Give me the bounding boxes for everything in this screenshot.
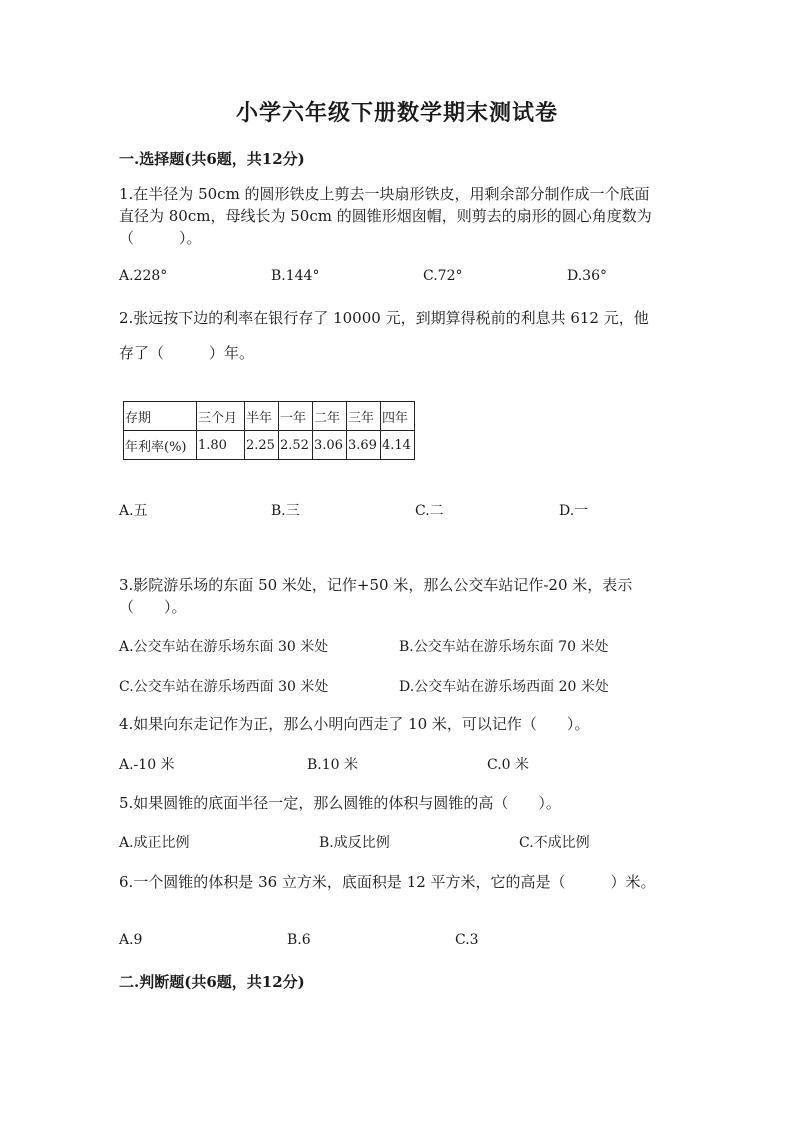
question-1-line-2: 直径为 80cm，母线长为 50cm 的圆锥形烟囱帽，则剪去的扇形的圆心角度数为 — [119, 207, 652, 225]
table-cell: 3.06 — [313, 431, 347, 460]
table-cell: 1.80 — [197, 431, 245, 460]
question-6: 6.一个圆锥的体积是 36 立方米，底面积是 12 平方米，它的高是（ ）米。 — [119, 873, 656, 891]
question-3-option-c: C.公交车站在游乐场西面 30 米处 — [119, 679, 329, 695]
table-row — [124, 431, 415, 460]
question-2-option-a: A.五 — [119, 503, 148, 519]
question-6-option-a: A.9 — [119, 932, 143, 948]
table-cell: 年利率(%) — [124, 431, 197, 460]
question-3-option-d: D.公交车站在游乐场西面 20 米处 — [399, 679, 609, 695]
table-cell: 存期 — [124, 402, 197, 431]
table-header-row — [124, 402, 415, 431]
question-3-line-2: （ ）。 — [119, 598, 187, 616]
question-1-option-b: B.144° — [271, 268, 320, 284]
table-cell: 三个月 — [197, 402, 245, 431]
question-1 — [119, 183, 679, 249]
table-cell: 3.69 — [347, 431, 381, 460]
question-2-option-c: C.二 — [415, 503, 444, 519]
question-5: 5.如果圆锥的底面半径一定，那么圆锥的体积与圆锥的高（ ）。 — [119, 794, 561, 812]
question-1-line-3: （ ）。 — [119, 229, 202, 247]
table-cell: 四年 — [381, 402, 415, 431]
table-cell: 三年 — [347, 402, 381, 431]
table-cell: 半年 — [245, 402, 279, 431]
section-heading-choice: 一.选择题(共6题，共12分) — [119, 150, 305, 168]
question-5-option-a: A.成正比例 — [119, 835, 190, 851]
question-2-option-b: B.三 — [271, 503, 300, 519]
question-4: 4.如果向东走记作为正，那么小明向西走了 10 米，可以记作（ ）。 — [119, 715, 590, 733]
question-1-option-a: A.228° — [119, 268, 168, 284]
question-3-option-a: A.公交车站在游乐场东面 30 米处 — [119, 639, 329, 655]
question-5-option-b: B.成反比例 — [319, 835, 390, 851]
question-6-option-c: C.3 — [455, 932, 479, 948]
table-cell: 2.52 — [279, 431, 313, 460]
question-4-option-b: B.10 米 — [307, 757, 359, 773]
interest-rate-table — [123, 401, 415, 460]
question-3 — [119, 574, 679, 618]
question-1-line-1: 1.在半径为 50cm 的圆形铁皮上剪去一块扇形铁皮，用剩余部分制作成一个底面 — [119, 185, 650, 203]
question-2-line-2: 存了（ ）年。 — [119, 344, 255, 362]
question-4-option-a: A.-10 米 — [119, 757, 175, 773]
question-1-option-d: D.36° — [567, 268, 607, 284]
table-cell: 一年 — [279, 402, 313, 431]
section-heading-judgment: 二.判断题(共6题，共12分) — [119, 973, 305, 991]
question-2-option-d: D.一 — [559, 503, 589, 519]
question-3-line-1: 3.影院游乐场的东面 50 米处，记作+50 米，那么公交车站记作-20 米，表示 — [119, 576, 633, 594]
question-2-line-1: 2.张远按下边的利率在银行存了 10000 元，到期算得税前的利息共 612 元，他 — [119, 309, 649, 327]
question-5-option-c: C.不成比例 — [519, 835, 590, 851]
page-title: 小学六年级下册数学期末测试卷 — [235, 100, 558, 126]
table-cell: 2.25 — [245, 431, 279, 460]
question-4-option-c: C.0 米 — [487, 757, 530, 773]
question-3-option-b: B.公交车站在游乐场东面 70 米处 — [399, 639, 609, 655]
question-1-option-c: C.72° — [423, 268, 463, 284]
table-cell: 4.14 — [381, 431, 415, 460]
table-cell: 二年 — [313, 402, 347, 431]
question-6-option-b: B.6 — [287, 932, 311, 948]
